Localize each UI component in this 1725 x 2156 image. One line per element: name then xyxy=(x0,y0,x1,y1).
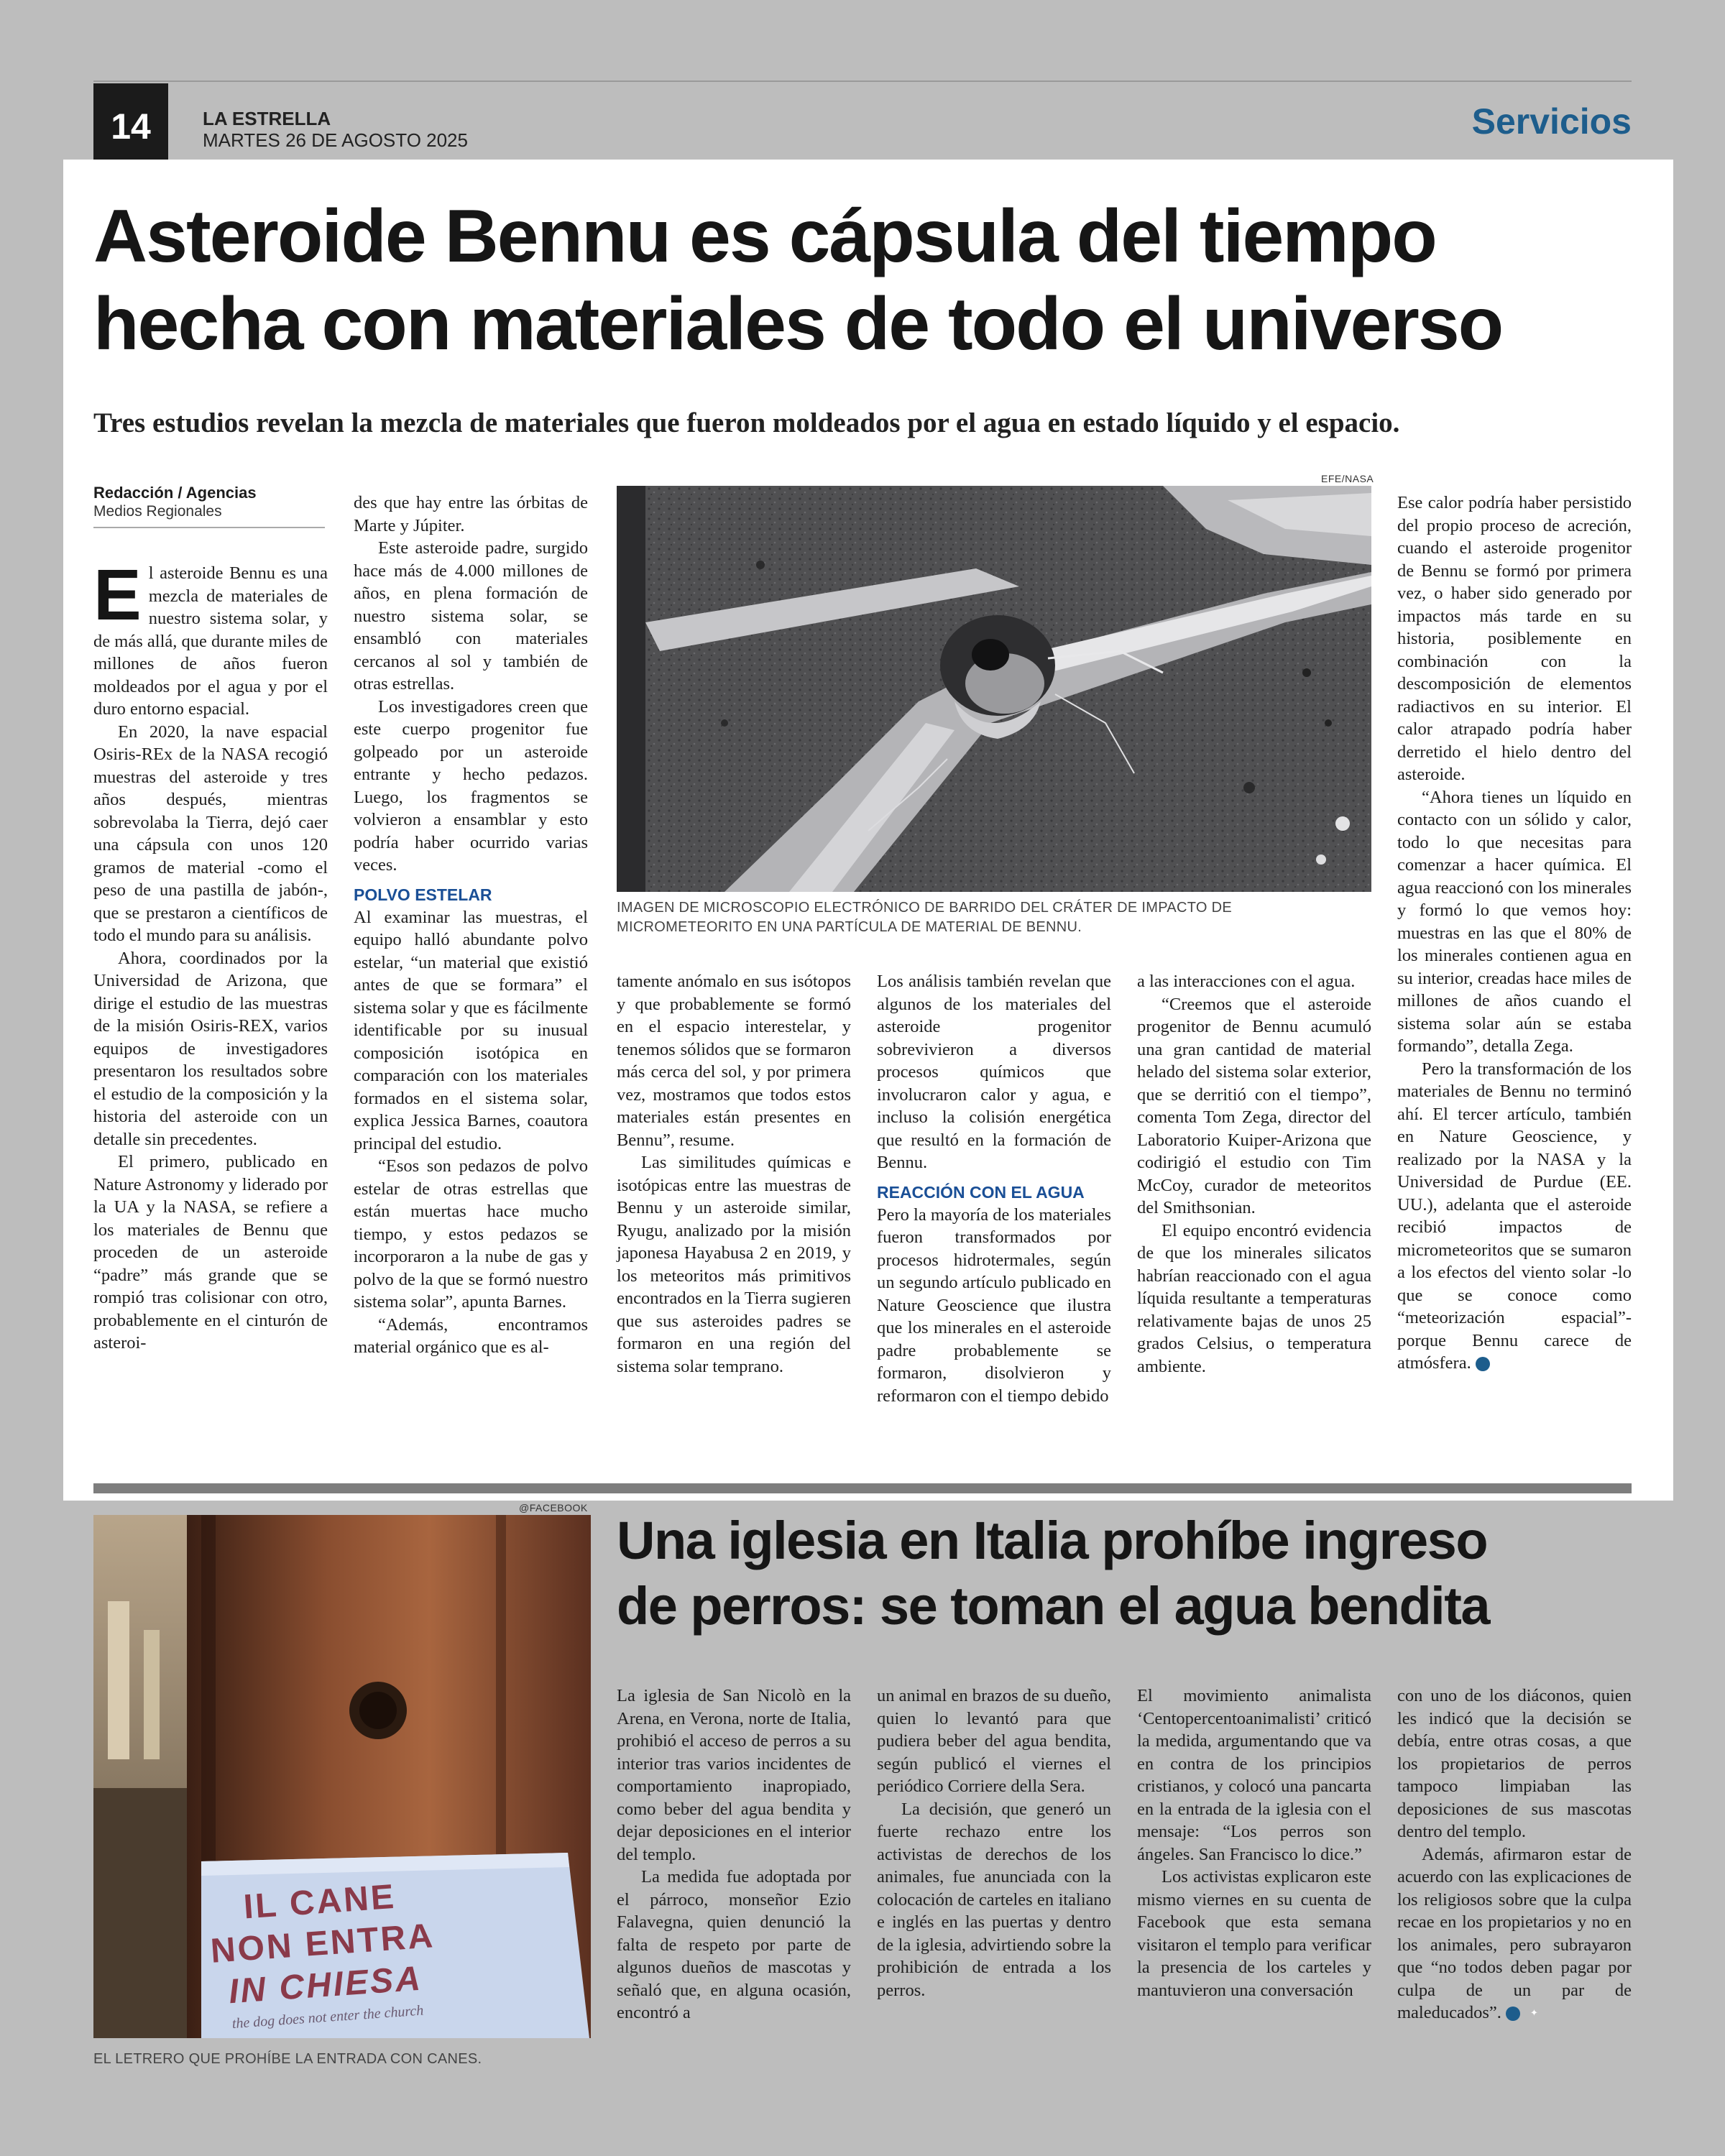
story1-column-2 xyxy=(354,492,588,1359)
story1-col5-para-3: El equipo encontró evidencia de que los minerales silicatos habrían reaccionado con el agua líquida resultante a temperaturas relativamente bajas de unos 25 grados Celsius, o temperatura ambiente. xyxy=(1137,1220,1371,1376)
story1-col2-para-1: des que hay entre las órbitas de Marte y Júpiter. xyxy=(354,493,588,535)
story2-headline xyxy=(617,1508,1637,1639)
story1-column-1 xyxy=(93,555,328,1355)
story1-col1-para-4: El primero, publicado en Nature Astronomy y liderado por la UA y la NASA, se refiere a los materiales de Bennu que proceden de un asteroide “padre” más grande que se rompió tras colisionar con otro, probablemente en el cinturón de asteroi- xyxy=(93,1152,328,1353)
story1-deck: Tres estudios revelan la mezcla de materiales que fueron moldeados por el agua en estado líquido y el espacio. xyxy=(93,407,1400,438)
page-number: 14 xyxy=(93,83,168,174)
story2-col3-para-2: Los activistas explicaron este mismo viernes en su cuenta de Facebook que esta semana visitaron el templo para verificar la presencia de los carteles y mantuvieron una conversación xyxy=(1137,1867,1371,2000)
section-title: Servicios xyxy=(1471,101,1632,142)
microscope-image xyxy=(617,486,1371,892)
story1-col2-para-6: “Además, encontramos material orgánico que es al- xyxy=(354,1314,588,1357)
story-end-icon: ✦ xyxy=(1476,1357,1490,1371)
story1-column-3 xyxy=(617,970,851,1378)
story1-col1-para-1: El asteroide Bennu es una mezcla de materiales de nuestro sistema solar, y de más allá, que durante miles de millones de años fueron moldeados por el agua y por el duro entorno espacial. xyxy=(93,555,328,719)
photo1-caption: IMAGEN DE MICROSCOPIO ELECTRÓNICO DE BARRIDO DEL CRÁTER DE IMPACTO DE MICROMETEORITO EN UNA PARTÍCULA DE MATERIAL DE BENNU. xyxy=(617,900,1232,935)
story1-headline-line2: hecha con materiales de todo el universo xyxy=(93,282,1503,366)
story2-col1-para-2: La medida fue adoptada por el párroco, monseñor Ezio Falavegna, quien denunció la falta de respeto por parte de algunos dueños de mascotas y señaló que, en alguna ocasión, encontró a xyxy=(617,1867,851,2022)
story2-col4-para-1: con uno de los diáconos, quien les indicó que la decisión se debía, entre otras cosas, a que los propietarios de perros tampoco limpiaban las deposiciones de sus mascotas dentro del templo. xyxy=(1397,1686,1632,1841)
story2-headline-line2: de perros: se toman el agua bendita xyxy=(617,1576,1490,1636)
byline-source: Medios Regionales xyxy=(93,503,222,520)
story-end-icon: ✦ xyxy=(1506,2007,1520,2021)
drop-cap: E xyxy=(93,555,142,635)
sign-text xyxy=(118,1868,530,2038)
header-rule xyxy=(93,80,1632,82)
story1-col6-para-2: “Ahora tienes un líquido en contacto con un sólido y calor, todo lo que necesitas para comenzar a hacer química. El agua reaccionó con los minerales y formó lo que vemos hoy: muestras en las que el 80% de los minerales contienen agua en su interior, creadas hace miles de millones de años cuando el sistema solar aún se estaba formando”, detalla Zega. xyxy=(1397,787,1632,1056)
subhead-reaccion-agua: REACCIÓN CON EL AGUA xyxy=(877,1182,1085,1202)
story2-col3-para-1: El movimiento animalista ‘Centopercentoanimalisti’ criticó la medida, argumentando que va en contra de los principios cristianos, y colocó una pancarta en la entrada de la iglesia con el mensaje: “Los perros son ángeles. San Francisco lo dice.” xyxy=(1137,1686,1371,1864)
story2-col2-para-1: un animal en brazos de su dueño, quien lo levantó para que pudiera beber del agua bendita, según publicó el viernes el periódico Corriere della Sera. xyxy=(877,1686,1111,1796)
story1-column-4 xyxy=(877,970,1111,1407)
photo2-caption: EL LETRERO QUE PROHÍBE LA ENTRADA CON CANES. xyxy=(93,2051,482,2067)
sign-line-1: IL CANE xyxy=(242,1877,397,1927)
church-sign-photo xyxy=(93,1515,591,2038)
story1-column-6 xyxy=(1397,492,1632,1375)
photo2-credit: @FACEBOOK xyxy=(519,1502,588,1514)
story1-headline xyxy=(93,193,1639,368)
story2-col2-para-2: La decisión, que generó un fuerte rechazo entre los activistas de derechos de los animales, fue anunciada con la colocación de carteles en italiano e inglés en las puertas y dentro de la iglesia, advirtiendo sobre la prohibición de entrada a los perros. xyxy=(877,1799,1111,2000)
story1-col5-para-2: “Creemos que el asteroide progenitor de Bennu acumuló una gran cantidad de material helado del sistema solar exterior, que se derritió con el tiempo”, comenta Tom Zega, director del Laboratorio Kuiper-Arizona que codirigió el estudio con Tim McCoy, curador de meteoritos del Smithsonian. xyxy=(1137,994,1371,1217)
sign-small-line: the dog does not enter the church xyxy=(231,2002,424,2032)
sign-line-3: IN CHIESA xyxy=(227,1959,424,2012)
byline-author: Redacción / Agencias xyxy=(93,484,257,502)
story1-col6-para-1: Ese calor podría haber persistido del propio proceso de acreción, cuando el asteroide progenitor de Bennu se formó por primera vez, o haber sido generado por impactos más tarde en su historia, posiblemente en combinación con la descomposición de elementos radiactivos en su interior. El calor atrapado podría haber derretido el hielo dentro del asteroide. xyxy=(1397,493,1632,784)
story1-column-5 xyxy=(1137,970,1371,1378)
byline xyxy=(93,483,325,528)
newspaper-name: LA ESTRELLA xyxy=(203,108,331,129)
story1-col1-para-3: Ahora, coordinados por la Universidad de Arizona, que dirige el estudio de las muestras de la misión Osiris-REX, varios equipos de investigadores presentaron los resultados sobre el estudio de la composición y la historia del asteroide con un detalle sin precedentes. xyxy=(93,948,328,1149)
story1-headline-line1: Asteroide Bennu es cápsula del tiempo xyxy=(93,195,1436,278)
story1-col3-para-2: Las similitudes químicas e isotópicas entre las muestras de Bennu y un asteroide similar, Ryugu, analizado por la misión japonesa Hayabusa 2 en 2019, y los meteoritos más primitivos encontrados en la Tierra sugieren que sus asteroides padres se formaron en una región del sistema solar temprano. xyxy=(617,1153,851,1376)
sign-line-2: NON ENTRA xyxy=(209,1917,436,1971)
story1-col3-para-1: tamente anómalo en sus isótopos y que probablemente se formó en el espacio interestelar, y tenemos sólidos que se formaron más cerca del sol, y por primera vez, mostramos que todos estos materiales están presentes en Bennu”, resume. xyxy=(617,972,851,1150)
story1-col5-para-1: a las interacciones con el agua. xyxy=(1137,972,1356,991)
story2-column-2 xyxy=(877,1685,1111,2001)
story2-col4-para-2: Además, afirmaron estar de acuerdo con las explicaciones de los religiosos sobre que la culpa recae en los propietarios y no en los animales, pero subrayaron que “no todos deben pagar por culpa de un par de maleducados”. ✦ xyxy=(1397,1844,1632,2022)
story1-col1-para-2: En 2020, la nave espacial Osiris-REx de la NASA recogió muestras del asteroide y tres años después, mientras sobrevolaba la Tierra, dejó caer una cápsula con unos 120 gramos de material -como el peso de una pastilla de jabón-, que se prestaron a científicos de todo el mundo para su análisis. xyxy=(93,722,328,945)
story2-col1-para-1: La iglesia de San Nicolò en la Arena, en Verona, norte de Italia, prohibió el acceso de perros a su interior tras varios incidentes de comportamiento inapropiado, como beber del agua bendita y dejar deposiciones en el interior del templo. xyxy=(617,1686,851,1864)
story1-col2-para-2: Este asteroide padre, surgido hace más de 4.000 millones de años, en plena formación de nuestro sistema solar, se ensambló con materiales cercanos al sol y también de otras estrellas. xyxy=(354,538,588,694)
photo1-credit: EFE/NASA xyxy=(1321,473,1374,484)
story1-col4-para-2: Pero la mayoría de los materiales fueron transformados por procesos hidrotermales, según un segundo artículo publicado en Nature Geoscience que ilustra que los minerales en el asteroide padre probablemente se formaron, disolvieron y reformaron con el tiempo debido xyxy=(877,1204,1111,1406)
story2-headline-line1: Una iglesia en Italia prohíbe ingreso xyxy=(617,1511,1488,1570)
microscope-photo xyxy=(617,486,1371,892)
story2-column-1 xyxy=(617,1685,851,2024)
subhead-polvo-estelar: POLVO ESTELAR xyxy=(354,885,492,904)
story2-column-4 xyxy=(1397,1685,1632,2024)
issue-date: MARTES 26 DE AGOSTO 2025 xyxy=(203,129,468,151)
story1-col4-para-1: Los análisis también revelan que algunos de los materiales del asteroide progenitor sobrevivieron a diversos procesos químicos que involucraron calor y agua, e incluso la colisión energética que resultó en la formación de Bennu. xyxy=(877,972,1111,1172)
story1-col6-para-3: Pero la transformación de los materiales de Bennu no terminó ahí. El tercer artículo, también en Nature Geoscience, y realizado por la NASA y la Universidad de Purdue (EE. UU.), adelanta que el asteroide recibió impactos de micrometeoritos que se sumaron a los efectos del viento solar -lo que se conoce como “meteorización espacial”- porque Bennu carece de atmósfera. ✦ xyxy=(1397,1059,1632,1373)
story2-column-3 xyxy=(1137,1685,1371,2001)
story1-col2-para-4: Al examinar las muestras, el equipo halló abundante polvo estelar, “un material que existió antes de que se formara” el sistema solar y que es fácilmente identificable por su inusual composición isotópica en comparación con los materiales formados en el sistema solar, explica Jessica Barnes, coautora principal del estudio. xyxy=(354,907,588,1153)
story1-col2-para-3: Los investigadores creen que este cuerpo progenitor fue golpeado por un asteroide entrante y hecho pedazos. Luego, los fragmentos se volvieron a ensamblar y esto podría haber ocurrido varias veces. xyxy=(354,696,588,875)
story-divider xyxy=(93,1483,1632,1493)
story1-col2-para-5: “Esos son pedazos de polvo estelar de otras estrellas que están muertas hace mucho tiempo, y estos pedazos se incorporaron a la nube de gas y polvo de la que se formó nuestro sistema solar”, apunta Barnes. xyxy=(354,1156,588,1312)
